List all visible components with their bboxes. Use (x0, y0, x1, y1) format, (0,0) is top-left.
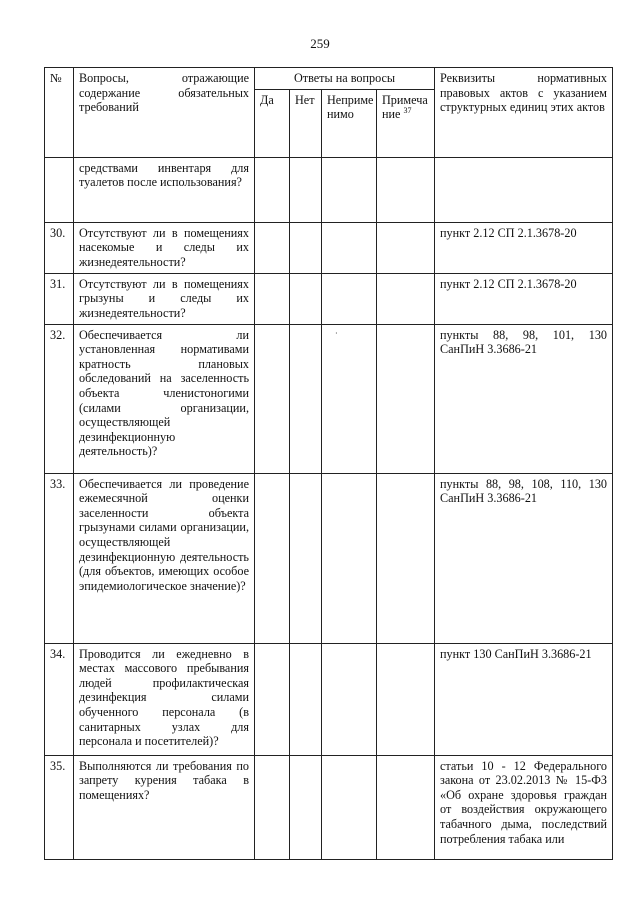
answer-na-cell[interactable] (322, 222, 377, 273)
header-yes: Да (255, 89, 290, 157)
row-number: 33. (45, 473, 74, 643)
row-requisites: статьи 10 - 12 Федерального закона от 23.02.2013 № 15-ФЗ «Об охране здоровья граждан от воздействия окружающего табачного дыма, последствий потребления табака или (435, 755, 613, 859)
table-row (45, 755, 613, 859)
header-note-label: Примеча ние (382, 92, 428, 122)
header-not-applicable: Неприме нимо (322, 89, 377, 157)
row-requisites: пункт 2.12 СП 2.1.3678-20 (435, 273, 613, 324)
answer-note-cell[interactable] (377, 755, 435, 859)
row-requisites: пункт 2.12 СП 2.1.3678-20 (435, 222, 613, 273)
answer-note-cell[interactable] (377, 643, 435, 755)
answer-no-cell[interactable] (290, 473, 322, 643)
answer-na-cell[interactable] (322, 324, 377, 473)
row-number: 34. (45, 643, 74, 755)
row-question: Проводится ли ежедневно в местах массового пребывания людей профилактическая дезинфекция силами обученного персонала (в санитарных узлах для персонала и посетителей)? (74, 643, 255, 755)
answer-yes-cell[interactable] (255, 273, 290, 324)
row-number: 30. (45, 222, 74, 273)
row-question: средствами инвентаря для туалетов после использования? (74, 157, 255, 222)
table-row (45, 473, 613, 643)
row-requisites: пункты 88, 98, 101, 130 СанПиН 3.3686-21 (435, 324, 613, 473)
row-question: Отсутствуют ли в помещениях грызуны и следы их жизнедеятельности? (74, 273, 255, 324)
row-requisites: пункты 88, 98, 108, 110, 130 СанПиН 3.3686-21 (435, 473, 613, 643)
checklist-table (44, 67, 613, 860)
answer-na-cell[interactable] (322, 473, 377, 643)
row-number (45, 157, 74, 222)
answer-no-cell[interactable] (290, 755, 322, 859)
row-number: 35. (45, 755, 74, 859)
answer-na-cell[interactable] (322, 755, 377, 859)
answer-yes-cell[interactable] (255, 222, 290, 273)
table-row (45, 222, 613, 273)
header-row (45, 68, 613, 90)
row-requisites: пункт 130 СанПиН 3.3686-21 (435, 643, 613, 755)
header-note (377, 89, 435, 157)
answer-no-cell[interactable] (290, 157, 322, 222)
row-question: Выполняются ли требования по запрету курения табака в помещениях? (74, 755, 255, 859)
answer-no-cell[interactable] (290, 222, 322, 273)
header-question: Вопросы, отражающие содержание обязательных требований (74, 68, 255, 158)
row-question: Обеспечивается ли проведение ежемесячной оценки заселенности объекта грызунами силами организации, осуществляющей дезинфекционную деятельность (для объектов, имеющих особое эпидемиологическое значение)? (74, 473, 255, 643)
header-requisites: Реквизиты нормативных правовых актов с указанием структурных единиц этих актов (435, 68, 613, 158)
table-row (45, 157, 613, 222)
header-number: № (45, 68, 74, 158)
row-requisites (435, 157, 613, 222)
answer-no-cell[interactable] (290, 643, 322, 755)
answer-note-cell[interactable] (377, 473, 435, 643)
page-number: 259 (310, 36, 330, 51)
answer-note-cell[interactable] (377, 222, 435, 273)
row-question: Обеспечивается ли установленная нормативами кратность плановых обследований на заселенность объекта членистоногими (силами организации, осуществляющей дезинфекционную деятельность)? (74, 324, 255, 473)
answer-na-cell[interactable] (322, 157, 377, 222)
answer-note-cell[interactable] (377, 157, 435, 222)
answer-na-cell[interactable] (322, 643, 377, 755)
header-no: Нет (290, 89, 322, 157)
header-note-footnote: 37 (403, 106, 412, 116)
table-row (45, 643, 613, 755)
row-number: 32. (45, 324, 74, 473)
answer-na-cell[interactable] (322, 273, 377, 324)
answer-no-cell[interactable] (290, 273, 322, 324)
table-row (45, 273, 613, 324)
answer-yes-cell[interactable] (255, 324, 290, 473)
answer-yes-cell[interactable] (255, 157, 290, 222)
answer-yes-cell[interactable] (255, 755, 290, 859)
stray-dot-mark: · (335, 328, 338, 338)
table-row (45, 324, 613, 473)
row-question: Отсутствуют ли в помещениях насекомые и следы их жизнедеятельности? (74, 222, 255, 273)
answer-no-cell[interactable] (290, 324, 322, 473)
row-number: 31. (45, 273, 74, 324)
header-answers: Ответы на вопросы (255, 68, 435, 90)
answer-yes-cell[interactable] (255, 473, 290, 643)
answer-note-cell[interactable] (377, 324, 435, 473)
answer-note-cell[interactable] (377, 273, 435, 324)
answer-yes-cell[interactable] (255, 643, 290, 755)
